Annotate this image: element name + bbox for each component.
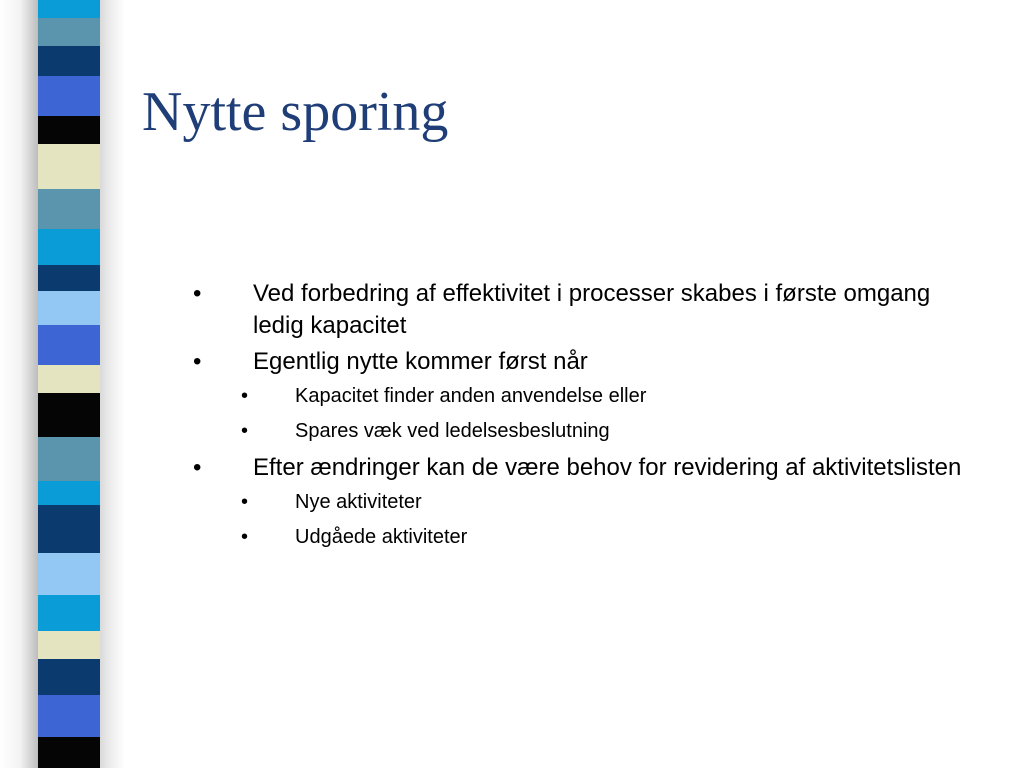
bullet-icon: •	[241, 385, 249, 407]
bullet-icon: •	[241, 526, 249, 548]
bullet-icon: •	[241, 491, 249, 513]
bullet-list	[190, 278, 970, 558]
stripe-block	[38, 18, 100, 46]
stripe-block	[38, 737, 100, 768]
stripe-block	[38, 189, 100, 229]
sub-bullet-text: Spares væk ved ledelsesbeslutning	[295, 420, 610, 442]
stripe-block	[38, 116, 100, 144]
stripe-block	[38, 144, 100, 189]
decorative-color-stripe	[38, 0, 100, 768]
stripe-block	[38, 325, 100, 365]
sub-bullet-item	[190, 417, 970, 445]
bullet-item	[190, 278, 970, 342]
stripe-block	[38, 365, 100, 393]
slide-title: Nytte sporing	[142, 81, 449, 143]
bullet-item	[190, 452, 970, 484]
stripe-block	[38, 265, 100, 291]
sub-bullet-item	[190, 488, 970, 516]
bullet-icon: •	[193, 280, 202, 307]
stripe-block	[38, 595, 100, 631]
sub-bullet-text: Nye aktiviteter	[295, 491, 422, 513]
bullet-icon: •	[193, 348, 202, 375]
sub-bullet-item	[190, 523, 970, 551]
sub-bullet-text: Kapacitet finder anden anvendelse eller	[295, 385, 647, 407]
sub-bullet-item	[190, 382, 970, 410]
bullet-text: Efter ændringer kan de være behov for revidering af aktivitetslisten	[253, 454, 962, 481]
stripe-block	[38, 553, 100, 595]
stripe-block	[38, 76, 100, 116]
bullet-text: Ved forbedring af effektivitet i processer skabes i første omgang ledig kapacitet	[253, 280, 931, 339]
bullet-item	[190, 346, 970, 378]
bullet-text: Egentlig nytte kommer først når	[253, 348, 588, 375]
stripe-block	[38, 695, 100, 737]
stripe-block	[38, 46, 100, 76]
stripe-block	[38, 437, 100, 481]
stripe-block	[38, 505, 100, 553]
stripe-block	[38, 229, 100, 265]
stripe-block	[38, 291, 100, 325]
bullet-icon: •	[241, 420, 249, 442]
stripe-block	[38, 631, 100, 659]
stripe-block	[38, 0, 100, 18]
bullet-icon: •	[193, 454, 202, 481]
stripe-block	[38, 659, 100, 695]
stripe-block	[38, 393, 100, 437]
sub-bullet-text: Udgåede aktiviteter	[295, 526, 468, 548]
stripe-block	[38, 481, 100, 505]
